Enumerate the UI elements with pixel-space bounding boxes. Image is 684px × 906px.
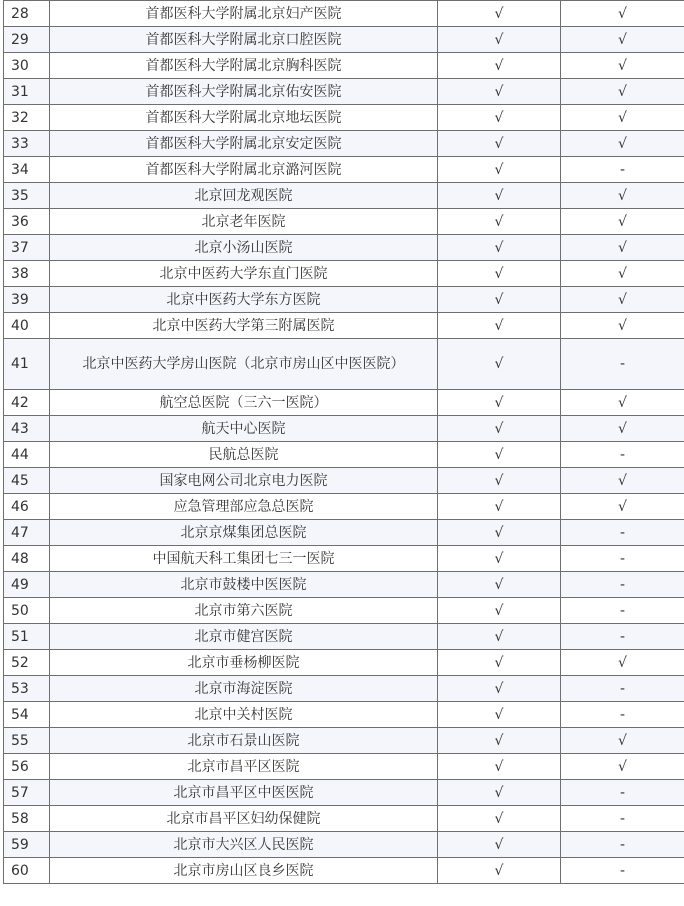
column-a-mark: √ — [438, 416, 561, 442]
column-b-mark: - — [561, 832, 684, 858]
row-number: 59 — [4, 832, 50, 858]
hospital-name: 航空总医院（三六一医院） — [50, 390, 438, 416]
column-b-mark: √ — [561, 754, 684, 780]
column-a-mark: √ — [438, 832, 561, 858]
column-a-mark: √ — [438, 546, 561, 572]
column-a-mark: √ — [438, 27, 561, 53]
column-b-mark: - — [561, 780, 684, 806]
column-a-mark: √ — [438, 390, 561, 416]
row-number: 49 — [4, 572, 50, 598]
row-number: 36 — [4, 209, 50, 235]
row-number: 28 — [4, 1, 50, 27]
table-row — [4, 572, 684, 598]
row-number: 32 — [4, 105, 50, 131]
table-row — [4, 546, 684, 572]
column-b-mark: √ — [561, 468, 684, 494]
hospital-name: 北京市海淀医院 — [50, 676, 438, 702]
hospital-name: 北京市健宫医院 — [50, 624, 438, 650]
column-b-mark: - — [561, 858, 684, 884]
table-row — [4, 209, 684, 235]
column-b-mark: √ — [561, 27, 684, 53]
table-row — [4, 468, 684, 494]
hospital-name: 北京小汤山医院 — [50, 235, 438, 261]
hospital-name: 北京市石景山医院 — [50, 728, 438, 754]
column-a-mark: √ — [438, 157, 561, 183]
table-row — [4, 676, 684, 702]
column-b-mark: - — [561, 624, 684, 650]
column-a-mark: √ — [438, 858, 561, 884]
hospital-name: 北京市昌平区妇幼保健院 — [50, 806, 438, 832]
column-a-mark: √ — [438, 650, 561, 676]
table-row — [4, 183, 684, 209]
column-a-mark: √ — [438, 572, 561, 598]
hospital-name: 首都医科大学附属北京安定医院 — [50, 131, 438, 157]
hospital-name: 航天中心医院 — [50, 416, 438, 442]
row-number: 40 — [4, 313, 50, 339]
table-row — [4, 1, 684, 27]
column-a-mark: √ — [438, 598, 561, 624]
table-row — [4, 157, 684, 183]
table-row — [4, 754, 684, 780]
table-row — [4, 728, 684, 754]
table-row — [4, 287, 684, 313]
hospital-name: 北京老年医院 — [50, 209, 438, 235]
row-number: 56 — [4, 754, 50, 780]
table-row — [4, 832, 684, 858]
column-b-mark: √ — [561, 728, 684, 754]
table-row — [4, 27, 684, 53]
table-row — [4, 313, 684, 339]
column-a-mark: √ — [438, 235, 561, 261]
table-row — [4, 780, 684, 806]
column-b-mark: √ — [561, 183, 684, 209]
column-b-mark: √ — [561, 287, 684, 313]
column-a-mark: √ — [438, 1, 561, 27]
hospital-name: 首都医科大学附属北京妇产医院 — [50, 1, 438, 27]
column-a-mark: √ — [438, 287, 561, 313]
column-a-mark: √ — [438, 702, 561, 728]
column-b-mark: - — [561, 339, 684, 390]
table-row — [4, 598, 684, 624]
row-number: 44 — [4, 442, 50, 468]
table-row — [4, 806, 684, 832]
column-b-mark: √ — [561, 79, 684, 105]
column-b-mark: √ — [561, 494, 684, 520]
column-b-mark: √ — [561, 261, 684, 287]
column-b-mark: - — [561, 598, 684, 624]
column-a-mark: √ — [438, 442, 561, 468]
column-b-mark: √ — [561, 390, 684, 416]
hospital-name: 北京市昌平区医院 — [50, 754, 438, 780]
column-a-mark: √ — [438, 754, 561, 780]
column-a-mark: √ — [438, 131, 561, 157]
column-b-mark: - — [561, 702, 684, 728]
hospital-table-body — [4, 1, 684, 884]
column-a-mark: √ — [438, 261, 561, 287]
row-number: 42 — [4, 390, 50, 416]
table-row — [4, 235, 684, 261]
column-b-mark: - — [561, 572, 684, 598]
column-a-mark: √ — [438, 105, 561, 131]
hospital-name: 民航总医院 — [50, 442, 438, 468]
column-b-mark: - — [561, 442, 684, 468]
hospital-name: 北京市大兴区人民医院 — [50, 832, 438, 858]
hospital-name: 北京京煤集团总医院 — [50, 520, 438, 546]
row-number: 47 — [4, 520, 50, 546]
row-number: 48 — [4, 546, 50, 572]
table-row — [4, 520, 684, 546]
table-row — [4, 858, 684, 884]
column-b-mark: √ — [561, 53, 684, 79]
row-number: 30 — [4, 53, 50, 79]
hospital-name: 首都医科大学附属北京潞河医院 — [50, 157, 438, 183]
row-number: 58 — [4, 806, 50, 832]
column-a-mark: √ — [438, 183, 561, 209]
column-b-mark: √ — [561, 313, 684, 339]
hospital-name: 北京市昌平区中医医院 — [50, 780, 438, 806]
column-b-mark: √ — [561, 209, 684, 235]
column-a-mark: √ — [438, 676, 561, 702]
column-a-mark: √ — [438, 313, 561, 339]
table-row — [4, 79, 684, 105]
column-b-mark: - — [561, 520, 684, 546]
column-b-mark: - — [561, 546, 684, 572]
hospital-name: 北京中医药大学房山医院（北京市房山区中医医院） — [50, 339, 438, 390]
table-row — [4, 442, 684, 468]
column-a-mark: √ — [438, 780, 561, 806]
table-row — [4, 53, 684, 79]
hospital-name: 中国航天科工集团七三一医院 — [50, 546, 438, 572]
table-row — [4, 416, 684, 442]
row-number: 33 — [4, 131, 50, 157]
row-number: 50 — [4, 598, 50, 624]
hospital-name: 首都医科大学附属北京佑安医院 — [50, 79, 438, 105]
column-a-mark: √ — [438, 624, 561, 650]
row-number: 35 — [4, 183, 50, 209]
column-b-mark: √ — [561, 1, 684, 27]
column-b-mark: - — [561, 676, 684, 702]
hospital-name: 北京中医药大学第三附属医院 — [50, 313, 438, 339]
hospital-name: 国家电网公司北京电力医院 — [50, 468, 438, 494]
column-b-mark: √ — [561, 235, 684, 261]
table-row — [4, 702, 684, 728]
column-a-mark: √ — [438, 468, 561, 494]
row-number: 34 — [4, 157, 50, 183]
row-number: 43 — [4, 416, 50, 442]
column-a-mark: √ — [438, 209, 561, 235]
table-row — [4, 131, 684, 157]
column-b-mark: √ — [561, 105, 684, 131]
column-a-mark: √ — [438, 806, 561, 832]
hospital-name: 首都医科大学附属北京胸科医院 — [50, 53, 438, 79]
column-a-mark: √ — [438, 79, 561, 105]
column-a-mark: √ — [438, 728, 561, 754]
column-b-mark: √ — [561, 416, 684, 442]
row-number: 29 — [4, 27, 50, 53]
hospital-name: 应急管理部应急总医院 — [50, 494, 438, 520]
hospital-name: 北京市房山区良乡医院 — [50, 858, 438, 884]
row-number: 31 — [4, 79, 50, 105]
hospital-name: 北京市第六医院 — [50, 598, 438, 624]
table-row — [4, 339, 684, 390]
hospital-name: 北京市鼓楼中医医院 — [50, 572, 438, 598]
row-number: 51 — [4, 624, 50, 650]
hospital-name: 北京中医药大学东直门医院 — [50, 261, 438, 287]
column-b-mark: √ — [561, 650, 684, 676]
table-row — [4, 650, 684, 676]
table-row — [4, 624, 684, 650]
row-number: 45 — [4, 468, 50, 494]
hospital-table — [3, 0, 684, 884]
column-b-mark: - — [561, 157, 684, 183]
column-b-mark: √ — [561, 131, 684, 157]
column-a-mark: √ — [438, 339, 561, 390]
row-number: 53 — [4, 676, 50, 702]
column-b-mark: - — [561, 806, 684, 832]
row-number: 46 — [4, 494, 50, 520]
hospital-name: 北京中医药大学东方医院 — [50, 287, 438, 313]
row-number: 57 — [4, 780, 50, 806]
row-number: 39 — [4, 287, 50, 313]
row-number: 60 — [4, 858, 50, 884]
row-number: 55 — [4, 728, 50, 754]
column-a-mark: √ — [438, 520, 561, 546]
hospital-name: 北京回龙观医院 — [50, 183, 438, 209]
table-row — [4, 105, 684, 131]
table-row — [4, 261, 684, 287]
hospital-name: 首都医科大学附属北京地坛医院 — [50, 105, 438, 131]
table-row — [4, 390, 684, 416]
row-number: 52 — [4, 650, 50, 676]
hospital-name: 北京市垂杨柳医院 — [50, 650, 438, 676]
hospital-name: 北京中关村医院 — [50, 702, 438, 728]
row-number: 38 — [4, 261, 50, 287]
column-a-mark: √ — [438, 494, 561, 520]
hospital-name: 首都医科大学附属北京口腔医院 — [50, 27, 438, 53]
row-number: 54 — [4, 702, 50, 728]
row-number: 37 — [4, 235, 50, 261]
column-a-mark: √ — [438, 53, 561, 79]
row-number: 41 — [4, 339, 50, 390]
table-row — [4, 494, 684, 520]
